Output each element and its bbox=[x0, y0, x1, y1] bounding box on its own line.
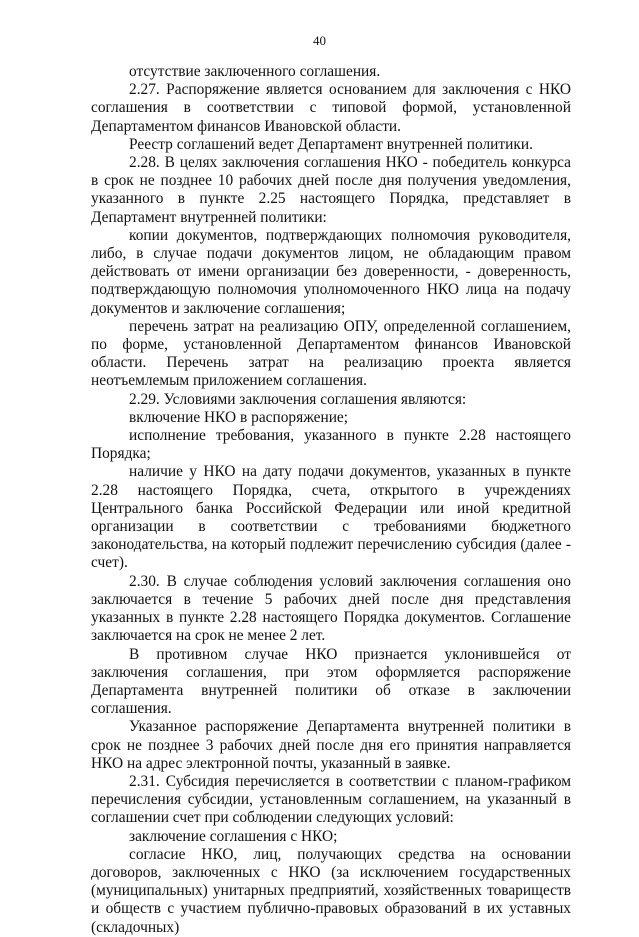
paragraph-2-29: 2.29. Условиями заключения соглашения являются: bbox=[129, 390, 467, 408]
paragraph-document-copies: копии документов, подтверждающих полномочия руководителя, либо, в случае подачи документов лицом, не обладающим правом действовать от имени организации без доверенности, - доверенность, подтверждающую полномочия уполномоченного НКО лица на подачу документов и заключение соглашения; bbox=[91, 226, 571, 317]
paragraph-requirement: исполнение требования, указанного в пункте 2.28 настоящего Порядка; bbox=[91, 427, 571, 463]
paragraph-account: наличие у НКО на дату подачи документов, указанных в пункте 2.28 настоящего Порядка, счета, открытого в учреждениях Центрального банка Российской Федерации или иной кредитной организации в соответствии с требованиями бюджетного законодательства, на который подлежит перечислению субсидия (далее - счет). bbox=[91, 463, 571, 572]
paragraph-2-28: 2.28. В целях заключения соглашения НКО - победитель конкурса в срок не позднее 10 рабочих дней после дня получения уведомления, указанного в пункте 2.25 настоящего Порядка, представляет в Департамент внутренней политики: bbox=[91, 154, 571, 226]
paragraph-registry: Реестр соглашений ведет Департамент внутренней политики. bbox=[129, 135, 533, 153]
paragraph-agreement-condition: заключение соглашения с НКО; bbox=[129, 827, 338, 845]
paragraph-refusal: В противном случае НКО признается уклонившейся от заключения соглашения, при этом оформляется распоряжение Департамента внутренней политики об отказе в заключении соглашения. bbox=[91, 645, 571, 718]
paragraph-inclusion: включение НКО в распоряжение; bbox=[129, 408, 349, 426]
paragraph-continuation: отсутствие заключенного соглашения. bbox=[129, 63, 381, 80]
paragraph-2-30: 2.30. В случае соблюдения условий заключения соглашения оно заключается в течение 5 рабочих дней после дня представления указанных в пункте 2.28 настоящего Порядка документов. Соглашение заключается на срок не менее 2 лет. bbox=[91, 572, 571, 645]
paragraph-2-27: 2.27. Распоряжение является основанием для заключения с НКО соглашения в соответствии с типовой формой, установленной Департаментом финансов Ивановской области. bbox=[91, 81, 571, 135]
page-number: 40 bbox=[313, 33, 326, 48]
paragraph-consent: согласие НКО, лиц, получающих средства на основании договоров, заключенных с НКО (за исключением государственных (муниципальных) унитарных предприятий, хозяйственных товариществ и обществ с участием публично-правовых образований в их уставных (складочных) bbox=[91, 845, 571, 936]
paragraph-order-notice: Указанное распоряжение Департамента внутренней политики в срок не позднее 3 рабочих дней после дня его принятия направляется НКО на адрес электронной почты, указанный в заявке. bbox=[91, 718, 571, 772]
paragraph-2-31: 2.31. Субсидия перечисляется в соответствии с планом-графиком перечисления субсидии, установленным соглашением, на указанный в соглашении счет при соблюдении следующих условий: bbox=[91, 772, 571, 827]
paragraph-cost-list: перечень затрат на реализацию ОПУ, определенной соглашением, по форме, установленной Департаментом финансов Ивановской области. Перечень затрат на реализацию проекта является неотъемлемым приложением соглашения. bbox=[91, 317, 571, 390]
document-body bbox=[91, 63, 571, 937]
